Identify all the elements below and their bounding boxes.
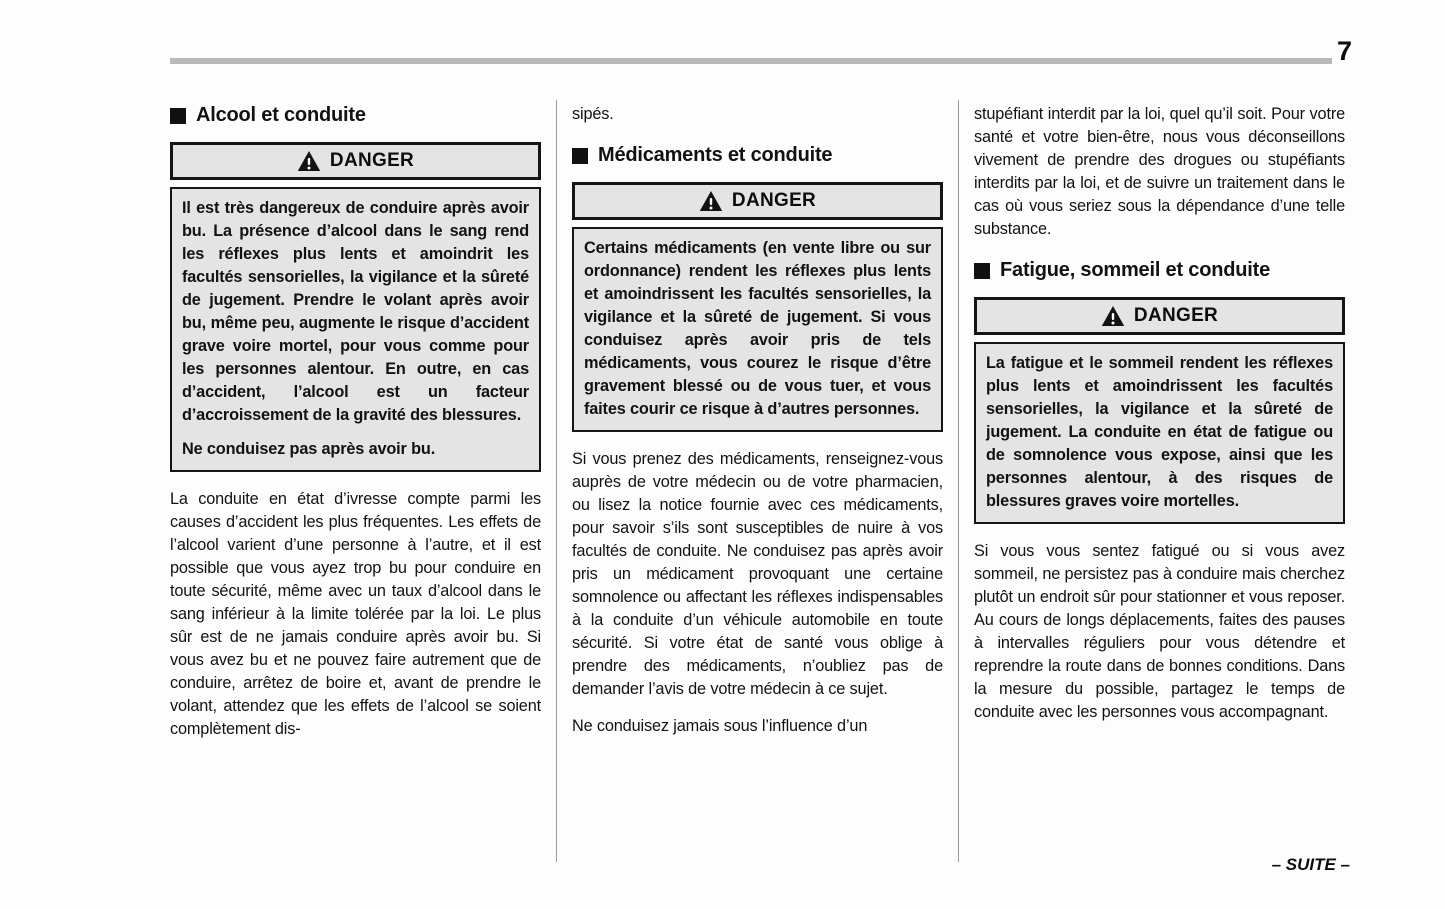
- body-paragraph: Si vous vous sentez fatigué ou si vous avez sommeil, ne persistez pas à conduire mais cherchez plutôt un endroit sûr pour stationner et vous reposer. Au cours de longs déplacements, faites des pauses à intervalles réguliers pour vous détendre et reprendre la route dans de bonnes conditions. Dans la mesure du possible, partagez le temps de conduite avec les personnes vous accompagnant.: [974, 542, 1345, 721]
- body-text-alcool: [170, 488, 541, 741]
- warning-paragraph: Il est très dangereux de conduire après avoir bu. La présence d’alcool dans le sang rend les réflexes plus lents et amoindrit les facultés sensorielles, la vigilance et la sûreté de jugement. Prendre le volant après avoir bu, même peu, augmente le risque d’accident grave voire mortel, pour vous comme pour les personnes alentour. En outre, en cas d’accident, l’alcool est un facteur d’accroissement de la gravité des blessures.: [182, 199, 529, 424]
- body-paragraph: La conduite en état d’ivresse compte parmi les causes d’accident les plus fréquentes. Les effets de l’alcool varient d’une personne à l’autre, et il est possible que vous ayez trop bu pour conduire en toute sécurité, même avec un taux d’alcool dans le sang inférieur à la limite tolérée par la loi. Le plus sûr est de ne jamais conduire après avoir bu. Si vous avez bu et ne pouvez faire autrement que de conduire, arrêtez de boire et, avant de prendre le volant, attendez que les effets de l’alcool se soient complètement dis-: [170, 490, 541, 738]
- column-divider: [958, 100, 959, 862]
- warning-triangle-icon: [699, 190, 723, 212]
- square-bullet-icon: [170, 108, 186, 124]
- section-heading-medicaments: [572, 144, 943, 167]
- warning-paragraph: La fatigue et le sommeil rendent les réflexes plus lents et amoindrissent les facultés sensorielles, la vigilance et la sûreté de jugement. La conduite en état de fatigue ou de somnolence vous expose, ainsi que les personnes alentour, à des risques de blessures graves voire mortelles.: [986, 354, 1333, 510]
- column-fatigue: [974, 100, 1345, 862]
- warning-box-fatigue: [974, 342, 1345, 524]
- danger-label: DANGER: [329, 150, 415, 171]
- danger-banner: [170, 142, 541, 180]
- section-heading-label: Médicaments et conduite: [598, 144, 833, 166]
- square-bullet-icon: [572, 148, 588, 164]
- warning-triangle-icon: [297, 150, 321, 172]
- warning-triangle-icon: [1101, 305, 1125, 327]
- column-divider: [556, 100, 557, 862]
- column-alcool: [170, 100, 541, 862]
- header-rule: [170, 58, 1332, 64]
- warning-box-alcool: [170, 187, 541, 472]
- carryover-text: sipés.: [572, 105, 614, 123]
- body-paragraph: Ne conduisez jamais sous l’influence d’un: [572, 717, 868, 735]
- danger-label: DANGER: [1133, 305, 1219, 326]
- danger-banner: [974, 297, 1345, 335]
- warning-box-medicaments: [572, 227, 943, 432]
- warning-paragraph: Certains médicaments (en vente libre ou sur ordonnance) rendent les réflexes plus lents et amoindrissent les facultés sensorielles, la vigilance et la sûreté de jugement. Si vous conduisez après avoir pris de tels médicaments, vous courez le risque d’être gravement blessé ou de vous tuer, et vous faites courir ce risque à d’autres personnes.: [584, 239, 931, 418]
- warning-paragraph: Ne conduisez pas après avoir bu.: [182, 440, 436, 458]
- section-heading-label: Alcool et conduite: [196, 104, 366, 126]
- continuation-label: – SUITE –: [1271, 855, 1350, 874]
- carryover-text: stupéfiant interdit par la loi, quel qu’il soit. Pour votre santé et votre bien-être, nous vous déconseillons vivement de prendre des drogues ou stupéfiants interdits par la loi, et de suivre un traitement dans le cas où vous seriez sous la dépendance d’une telle substance.: [974, 105, 1345, 238]
- section-heading-alcool: [170, 104, 541, 127]
- column-medicaments: [572, 100, 943, 862]
- section-heading-fatigue: [974, 259, 1345, 282]
- body-paragraph: Si vous prenez des médicaments, renseignez-vous auprès de votre médecin ou de votre pharmacien, ou lisez la notice fournie avec ces médicaments, pour savoir s’ils sont susceptibles de nuire à vos facultés de conduite. Ne conduisez pas après avoir pris un médicament provoquant une certaine somnolence ou affectant les réflexes indispensables à la conduite d’un véhicule automobile en toute sécurité. Si votre état de santé vous oblige à prendre des médicaments, n’oubliez pas de demander l’avis de votre médecin à ce sujet.: [572, 450, 943, 698]
- section-heading-label: Fatigue, sommeil et conduite: [1000, 259, 1270, 281]
- body-text-medicaments: [572, 448, 943, 738]
- page-columns: [170, 100, 1345, 862]
- danger-banner: [572, 182, 943, 220]
- square-bullet-icon: [974, 263, 990, 279]
- body-text-fatigue: [974, 540, 1345, 724]
- danger-label: DANGER: [731, 190, 817, 211]
- page-number: 7: [1336, 36, 1352, 66]
